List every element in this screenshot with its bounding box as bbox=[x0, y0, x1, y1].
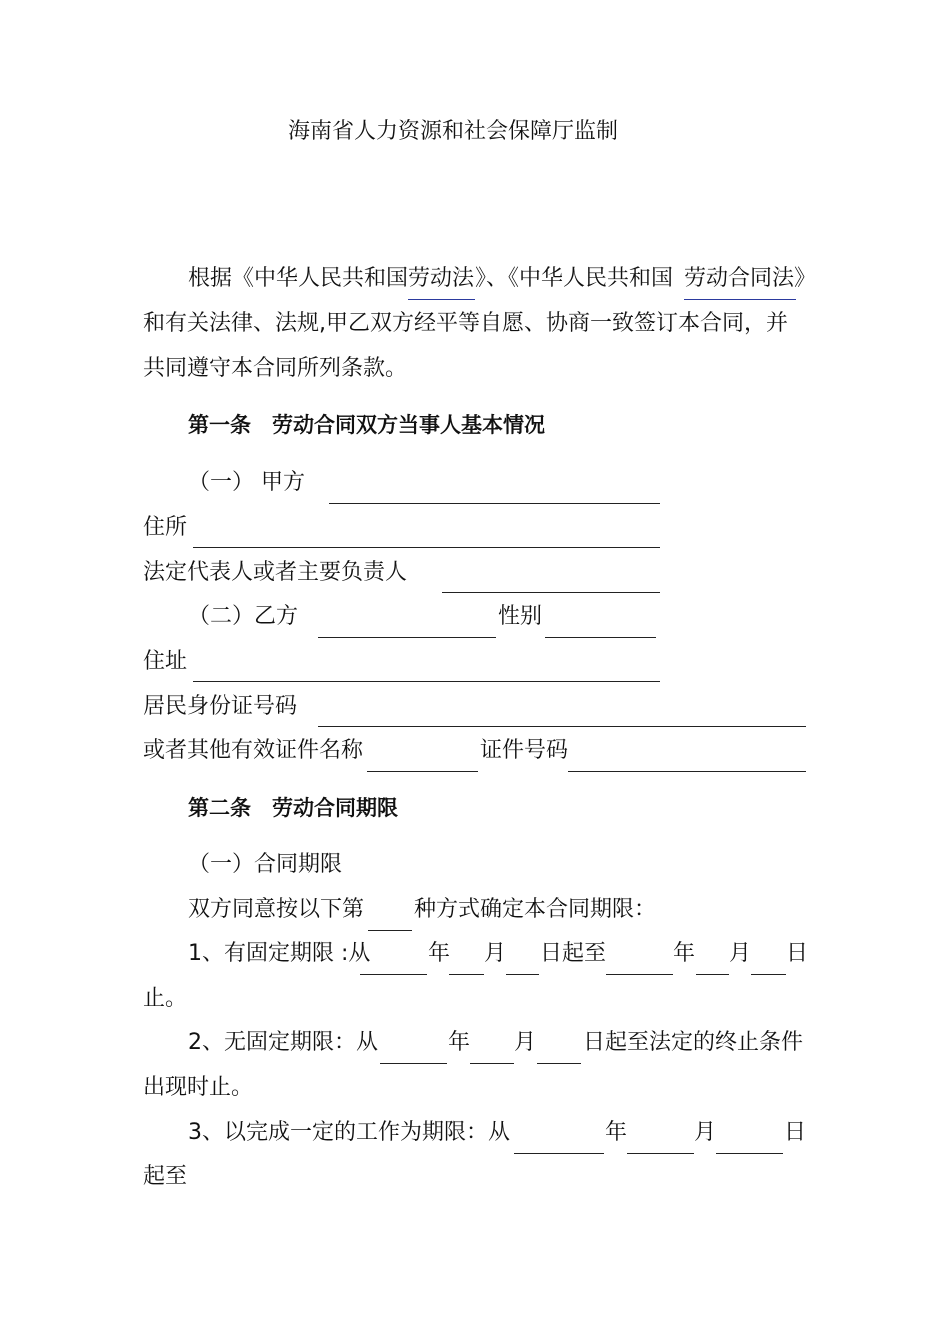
article-1-heading: 第一条 劳动合同双方当事人基本情况 bbox=[188, 413, 545, 437]
id-number-field[interactable] bbox=[318, 726, 806, 727]
opt3-day-label: 日 bbox=[784, 1120, 807, 1145]
agree-prefix: 双方同意按以下第 bbox=[188, 897, 365, 922]
option-3-end: 起至 bbox=[143, 1164, 188, 1189]
opt1-start-month-field[interactable] bbox=[449, 974, 484, 975]
opt3-start-day-field[interactable] bbox=[716, 1153, 783, 1154]
opt1-month-label: 月 bbox=[484, 941, 507, 966]
option-1-prefix: 1、有固定期限 :从 bbox=[188, 941, 371, 966]
opt1-end-day-label: 日 bbox=[786, 941, 809, 966]
address-field[interactable] bbox=[193, 681, 660, 682]
opt1-start-year-field[interactable] bbox=[360, 974, 427, 975]
preamble-line-1-suffix: 法》 bbox=[772, 266, 817, 291]
other-id-label: 或者其他有效证件名称 bbox=[143, 738, 364, 763]
preamble-line-1-prefix: 根据《中华人民共和国 bbox=[188, 266, 409, 291]
opt1-end-year-label: 年 bbox=[673, 941, 696, 966]
option-2-suffix: 日起至法定的终止条件 bbox=[583, 1030, 804, 1055]
preamble-line-2: 和有关法律、法规,甲乙双方经平等自愿、协商一致签订本合同，并 bbox=[143, 311, 788, 336]
gender-field[interactable] bbox=[545, 637, 656, 638]
opt1-end-month-label: 月 bbox=[729, 941, 752, 966]
opt1-year-label: 年 bbox=[428, 941, 451, 966]
opt2-start-year-field[interactable] bbox=[380, 1063, 447, 1064]
opt2-year-label: 年 bbox=[448, 1030, 471, 1055]
legal-rep-field[interactable] bbox=[442, 592, 660, 593]
residence-field[interactable] bbox=[193, 547, 660, 548]
article-2-heading: 第二条 劳动合同期限 bbox=[188, 796, 398, 820]
opt1-from-to-label: 日起至 bbox=[540, 941, 607, 966]
method-number-field[interactable] bbox=[368, 930, 412, 931]
option-1-end: 止。 bbox=[143, 986, 188, 1011]
option-2-prefix: 2、无固定期限：从 bbox=[188, 1030, 378, 1055]
opt3-year-label: 年 bbox=[605, 1120, 628, 1145]
preamble-line-1-mid: 》、《中华人民共和国 bbox=[475, 266, 674, 291]
opt3-start-year-field[interactable] bbox=[514, 1153, 604, 1154]
party-a-label: （一） 甲方 bbox=[188, 470, 305, 495]
agree-suffix: 种方式确定本合同期限： bbox=[414, 897, 657, 922]
contract-term-subheading: （一）合同期限 bbox=[188, 852, 343, 877]
gender-label: 性别 bbox=[498, 604, 543, 629]
page-title: 海南省人力资源和社会保障厅监制 bbox=[288, 119, 619, 144]
opt1-end-year-field[interactable] bbox=[606, 974, 673, 975]
cert-number-field[interactable] bbox=[568, 771, 806, 772]
legal-rep-label: 法定代表人或者主要负责人 bbox=[143, 560, 408, 585]
labor-law-link-underline bbox=[408, 299, 475, 300]
residence-label: 住所 bbox=[143, 515, 188, 540]
party-b-label: （二）乙方 bbox=[188, 604, 299, 629]
opt3-month-label: 月 bbox=[694, 1120, 717, 1145]
address-label: 住址 bbox=[143, 649, 188, 674]
id-number-label: 居民身份证号码 bbox=[143, 694, 298, 719]
opt1-end-day-field[interactable] bbox=[751, 974, 786, 975]
party-a-field[interactable] bbox=[329, 503, 660, 504]
opt2-start-day-field[interactable] bbox=[537, 1063, 581, 1064]
labor-contract-law-link-underline bbox=[684, 299, 796, 300]
labor-contract-law-link[interactable]: 劳动合同 bbox=[684, 266, 773, 291]
option-2-end: 出现时止。 bbox=[143, 1075, 254, 1100]
cert-number-label: 证件号码 bbox=[480, 738, 569, 763]
opt1-start-day-field[interactable] bbox=[506, 974, 539, 975]
opt3-start-month-field[interactable] bbox=[627, 1153, 694, 1154]
opt2-month-label: 月 bbox=[514, 1030, 537, 1055]
opt2-start-month-field[interactable] bbox=[470, 1063, 514, 1064]
other-id-field[interactable] bbox=[367, 771, 478, 772]
opt1-end-month-field[interactable] bbox=[696, 974, 729, 975]
party-b-field[interactable] bbox=[318, 637, 496, 638]
option-3-prefix: 3、以完成一定的工作为期限：从 bbox=[188, 1120, 510, 1145]
preamble-line-3: 共同遵守本合同所列条款。 bbox=[143, 356, 408, 381]
labor-law-link[interactable]: 劳动法 bbox=[408, 266, 475, 291]
